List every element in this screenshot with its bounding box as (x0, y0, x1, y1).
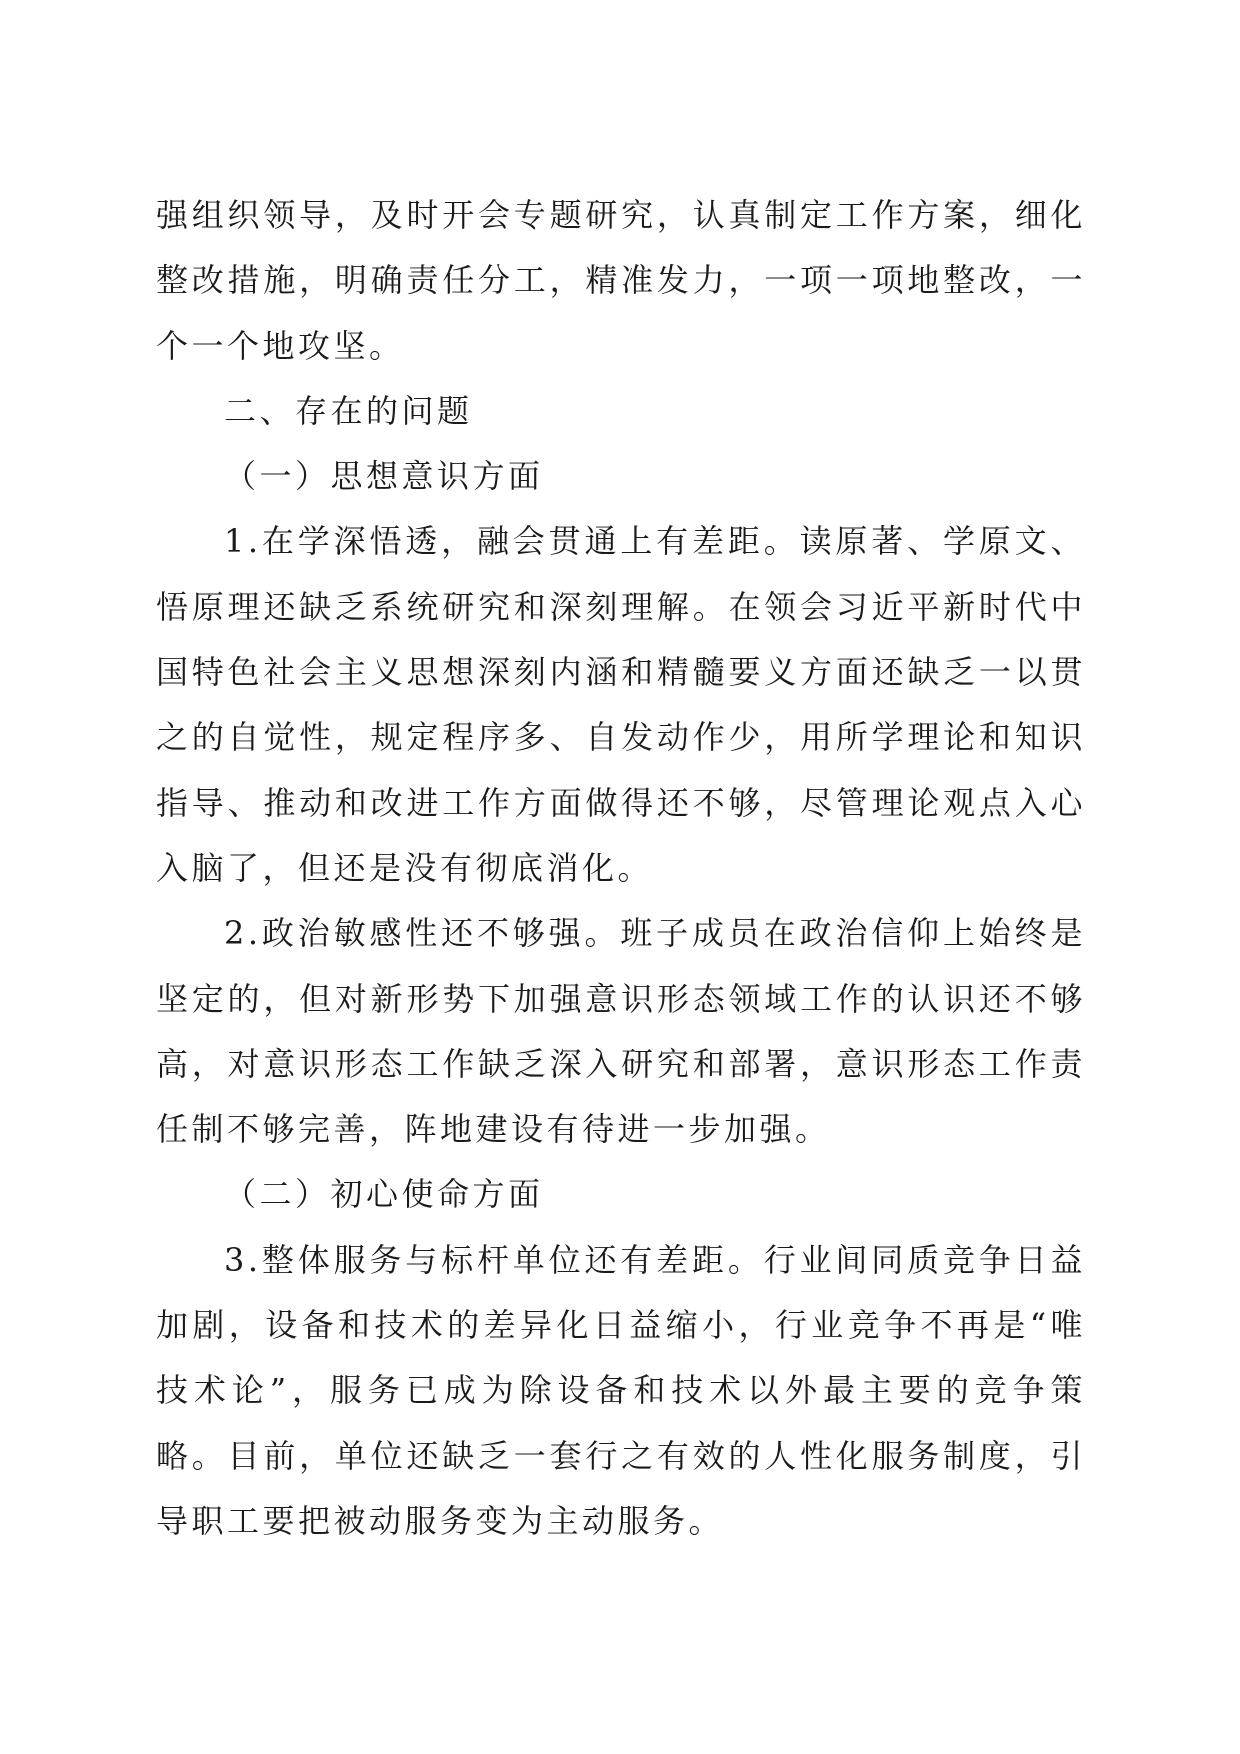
item-3-paragraph: 3.整体服务与标杆单位还有差距。行业间同质竞争日益加剧，设备和技术的差异化日益缩小，行业竞争不再是“唯技术论”，服务已成为除设备和技术以外最主要的竞争策略。目前，单位还缺乏一套行之有效的人性化服务制度，引导职工要把被动服务变为主动服务。 (156, 1240, 1086, 1540)
item-2-paragraph: 2.政治敏感性还不够强。班子成员在政治信仰上始终是坚定的，但对新形势下加强意识形态领域工作的认识还不够高，对意识形态工作缺乏深入研究和部署，意识形态工作责任制不够完善，阵地建设有待进一步加强。 (156, 914, 1086, 1149)
item-1-paragraph: 1.在学深悟透，融会贯通上有差距。读原著、学原文、悟原理还缺乏系统研究和深刻理解。在领会习近平新时代中国特色社会主义思想深刻内涵和精髓要义方面还缺乏一以贯之的自觉性，规定程序多、自发动作少，用所学理论和知识指导、推动和改进工作方面做得还不够，尽管理论观点入心入脑了，但还是没有彻底消化。 (156, 522, 1086, 887)
intro-paragraph: 强组织领导，及时开会专题研究，认真制定工作方案，细化整改措施，明确责任分工，精准发力，一项一项地整改，一个一个地攻坚。 (156, 196, 1086, 365)
section-heading-problems: 二、存在的问题 (224, 391, 473, 430)
document-body (156, 183, 1086, 1554)
subsection-heading-mission: （二）初心使命方面 (224, 1175, 544, 1214)
subsection-heading-ideology: （一）思想意识方面 (224, 457, 544, 496)
